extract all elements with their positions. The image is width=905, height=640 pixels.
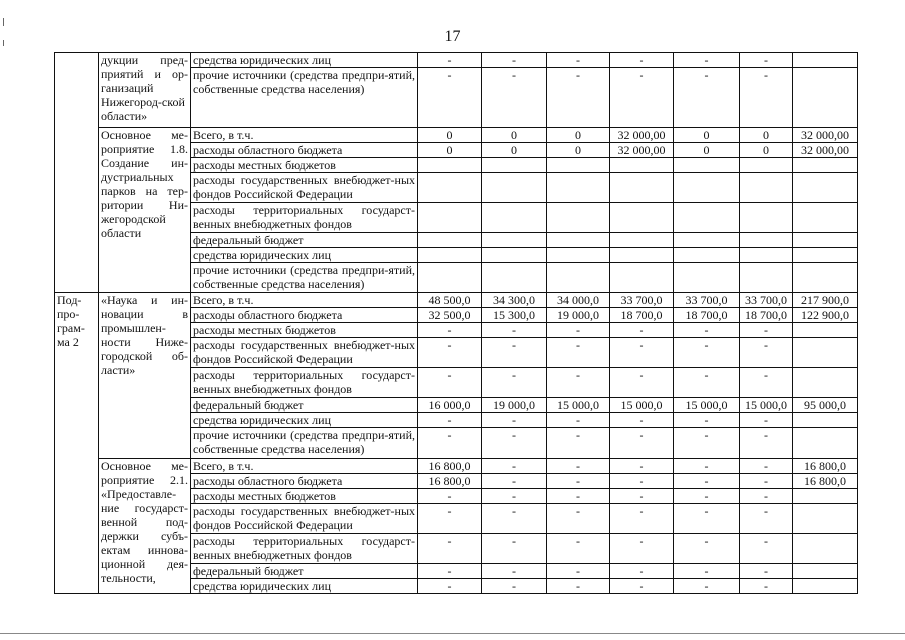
year-value-cell: - (740, 53, 793, 68)
year-value-cell: - (482, 459, 547, 474)
year-value-cell (740, 173, 793, 203)
year-value-cell (547, 158, 610, 173)
table-row (55, 293, 858, 308)
source-cell: Всего, в т.ч. (191, 293, 418, 308)
year-value-cell: - (610, 368, 674, 398)
year-value-cell: - (610, 504, 674, 534)
year-value-cell: 34 000,0 (547, 293, 610, 308)
year-value-cell: - (740, 413, 793, 428)
year-value-cell: - (674, 579, 740, 594)
total-cell: 217 900,0 (793, 293, 858, 308)
year-value-cell: - (547, 428, 610, 459)
year-value-cell: - (674, 459, 740, 474)
year-value-cell (674, 233, 740, 248)
year-value-cell (418, 158, 482, 173)
source-cell: расходы государственных внебюджет-ных фондов Российской Федерации (191, 173, 418, 203)
year-value-cell: - (547, 53, 610, 68)
year-value-cell: 16 800,0 (418, 459, 482, 474)
year-value-cell: 15 000,0 (674, 398, 740, 413)
year-value-cell: - (418, 53, 482, 68)
year-value-cell (547, 233, 610, 248)
year-value-cell: - (674, 323, 740, 338)
source-cell: расходы государственных внебюджет-ных фондов Российской Федерации (191, 338, 418, 368)
year-value-cell: 34 300,0 (482, 293, 547, 308)
year-value-cell: - (740, 579, 793, 594)
source-cell: расходы местных бюджетов (191, 158, 418, 173)
source-cell: расходы областного бюджета (191, 474, 418, 489)
year-value-cell: 32 000,00 (610, 143, 674, 158)
year-value-cell: - (482, 564, 547, 579)
year-value-cell: - (610, 428, 674, 459)
total-cell (793, 579, 858, 594)
year-value-cell: - (547, 323, 610, 338)
year-value-cell: 15 000,0 (610, 398, 674, 413)
event-cell: дукции пред-приятий и ор-ганизаций Нижегород-ской области» (99, 53, 191, 128)
year-value-cell: - (740, 459, 793, 474)
year-value-cell: 15 300,0 (482, 308, 547, 323)
year-value-cell (547, 263, 610, 293)
year-value-cell (674, 158, 740, 173)
year-value-cell: - (740, 489, 793, 504)
year-value-cell: - (610, 53, 674, 68)
year-value-cell (418, 248, 482, 263)
year-value-cell: - (674, 53, 740, 68)
year-value-cell (482, 158, 547, 173)
year-value-cell (674, 203, 740, 233)
total-cell: 122 900,0 (793, 308, 858, 323)
year-value-cell: - (674, 474, 740, 489)
year-value-cell: - (610, 68, 674, 128)
total-cell (793, 263, 858, 293)
year-value-cell (482, 173, 547, 203)
year-value-cell (418, 173, 482, 203)
event-cell: Основное ме-роприятие 1.8. Создание ин-дустриальных парков на тер-ритории Ни-жегородской области (99, 128, 191, 293)
year-value-cell (674, 263, 740, 293)
program-cell: Под-про-грам-ма 2 (55, 293, 99, 594)
year-value-cell (740, 158, 793, 173)
source-cell: средства юридических лиц (191, 53, 418, 68)
year-value-cell: - (610, 564, 674, 579)
year-value-cell (740, 233, 793, 248)
year-value-cell: 33 700,0 (674, 293, 740, 308)
year-value-cell: - (610, 489, 674, 504)
year-value-cell: - (418, 68, 482, 128)
year-value-cell (418, 233, 482, 248)
year-value-cell: - (482, 323, 547, 338)
year-value-cell: - (674, 68, 740, 128)
total-cell: 95 000,0 (793, 398, 858, 413)
year-value-cell: - (482, 579, 547, 594)
year-value-cell: - (547, 564, 610, 579)
total-cell (793, 53, 858, 68)
year-value-cell: - (547, 579, 610, 594)
total-cell (793, 233, 858, 248)
year-value-cell: - (740, 323, 793, 338)
year-value-cell (740, 263, 793, 293)
source-cell: средства юридических лиц (191, 413, 418, 428)
year-value-cell: - (740, 534, 793, 564)
year-value-cell: - (547, 413, 610, 428)
year-value-cell: - (674, 489, 740, 504)
year-value-cell: 0 (482, 143, 547, 158)
year-value-cell: - (547, 504, 610, 534)
total-cell (793, 368, 858, 398)
year-value-cell: - (547, 474, 610, 489)
year-value-cell (740, 203, 793, 233)
source-cell: расходы местных бюджетов (191, 323, 418, 338)
year-value-cell: - (547, 534, 610, 564)
year-value-cell: 33 700,0 (740, 293, 793, 308)
year-value-cell: - (482, 504, 547, 534)
year-value-cell (482, 248, 547, 263)
total-cell (793, 173, 858, 203)
source-cell: Всего, в т.ч. (191, 128, 418, 143)
total-cell (793, 564, 858, 579)
year-value-cell: - (418, 413, 482, 428)
year-value-cell: 18 700,0 (674, 308, 740, 323)
funding-table (54, 52, 858, 594)
year-value-cell (610, 158, 674, 173)
year-value-cell: - (674, 534, 740, 564)
year-value-cell: - (482, 428, 547, 459)
margin-mark (3, 18, 4, 26)
year-value-cell: 33 700,0 (610, 293, 674, 308)
program-cell (55, 53, 99, 293)
year-value-cell: - (740, 428, 793, 459)
table-row (55, 128, 858, 143)
year-value-cell (610, 203, 674, 233)
year-value-cell (482, 233, 547, 248)
source-cell: прочие источники (средства предпри-ятий, собственные средства населения) (191, 263, 418, 293)
source-cell: прочие источники (средства предпри-ятий, собственные средства населения) (191, 428, 418, 459)
source-cell: расходы областного бюджета (191, 308, 418, 323)
year-value-cell (610, 248, 674, 263)
total-cell (793, 248, 858, 263)
year-value-cell: 15 000,0 (547, 398, 610, 413)
year-value-cell (674, 173, 740, 203)
year-value-cell: 0 (740, 128, 793, 143)
year-value-cell: 16 800,0 (418, 474, 482, 489)
year-value-cell: - (740, 368, 793, 398)
year-value-cell: 18 700,0 (740, 308, 793, 323)
year-value-cell: - (740, 474, 793, 489)
year-value-cell: - (674, 428, 740, 459)
year-value-cell (547, 203, 610, 233)
year-value-cell (740, 248, 793, 263)
source-cell: расходы территориальных государст-венных внебюджетных фондов (191, 534, 418, 564)
source-cell: прочие источники (средства предпри-ятий, собственные средства населения) (191, 68, 418, 128)
total-cell (793, 534, 858, 564)
year-value-cell: - (740, 68, 793, 128)
source-cell: федеральный бюджет (191, 233, 418, 248)
source-cell: Всего, в т.ч. (191, 459, 418, 474)
year-value-cell: - (674, 368, 740, 398)
year-value-cell: - (418, 564, 482, 579)
year-value-cell: - (547, 338, 610, 368)
year-value-cell: 0 (674, 143, 740, 158)
year-value-cell (674, 248, 740, 263)
year-value-cell: - (674, 564, 740, 579)
total-cell (793, 504, 858, 534)
table-row (55, 459, 858, 474)
year-value-cell: 19 000,0 (547, 308, 610, 323)
source-cell: средства юридических лиц (191, 579, 418, 594)
margin-mark (3, 40, 4, 46)
source-cell: средства юридических лиц (191, 248, 418, 263)
year-value-cell: - (418, 368, 482, 398)
year-value-cell (418, 203, 482, 233)
event-cell: «Наука и ин-новации в промышлен-ности Ниже-городской об-ласти» (99, 293, 191, 459)
year-value-cell (418, 263, 482, 293)
year-value-cell (547, 173, 610, 203)
total-cell (793, 158, 858, 173)
year-value-cell: 0 (547, 143, 610, 158)
total-cell (793, 489, 858, 504)
year-value-cell: - (610, 459, 674, 474)
year-value-cell: 19 000,0 (482, 398, 547, 413)
total-cell (793, 413, 858, 428)
year-value-cell: 0 (482, 128, 547, 143)
total-cell: 16 800,0 (793, 459, 858, 474)
year-value-cell: - (610, 338, 674, 368)
year-value-cell: - (674, 504, 740, 534)
year-value-cell: - (610, 534, 674, 564)
year-value-cell (610, 263, 674, 293)
year-value-cell: - (482, 489, 547, 504)
total-cell: 32 000,00 (793, 143, 858, 158)
source-cell: федеральный бюджет (191, 398, 418, 413)
year-value-cell (547, 248, 610, 263)
year-value-cell: - (482, 534, 547, 564)
year-value-cell (482, 203, 547, 233)
year-value-cell: 0 (418, 128, 482, 143)
year-value-cell: 0 (418, 143, 482, 158)
year-value-cell: - (547, 489, 610, 504)
year-value-cell: - (482, 338, 547, 368)
source-cell: федеральный бюджет (191, 564, 418, 579)
year-value-cell: - (418, 504, 482, 534)
year-value-cell: - (740, 564, 793, 579)
event-cell: Основное ме-роприятие 2.1. «Предоставле-ние государст-венной под-держки субъ-ектам иннова-ционной дея-тельности, (99, 459, 191, 594)
year-value-cell: - (482, 413, 547, 428)
year-value-cell: - (482, 68, 547, 128)
year-value-cell: - (674, 413, 740, 428)
year-value-cell: - (610, 323, 674, 338)
source-cell: расходы территориальных государст-венных внебюджетных фондов (191, 368, 418, 398)
year-value-cell: - (418, 534, 482, 564)
year-value-cell: 18 700,0 (610, 308, 674, 323)
year-value-cell: - (418, 489, 482, 504)
year-value-cell: - (547, 68, 610, 128)
year-value-cell: - (674, 338, 740, 368)
year-value-cell: 15 000,0 (740, 398, 793, 413)
page-bottom-edge (0, 633, 905, 634)
year-value-cell: 0 (740, 143, 793, 158)
year-value-cell: - (740, 338, 793, 368)
year-value-cell: - (482, 53, 547, 68)
source-cell: расходы местных бюджетов (191, 489, 418, 504)
year-value-cell: 48 500,0 (418, 293, 482, 308)
year-value-cell: - (418, 323, 482, 338)
year-value-cell: 0 (674, 128, 740, 143)
year-value-cell: - (610, 579, 674, 594)
year-value-cell: - (547, 459, 610, 474)
year-value-cell (610, 173, 674, 203)
total-cell (793, 428, 858, 459)
year-value-cell: - (482, 474, 547, 489)
source-cell: расходы государственных внебюджет-ных фондов Российской Федерации (191, 504, 418, 534)
year-value-cell: 32 000,00 (610, 128, 674, 143)
total-cell (793, 203, 858, 233)
year-value-cell: 32 500,0 (418, 308, 482, 323)
year-value-cell: - (610, 474, 674, 489)
source-cell: расходы территориальных государст-венных внебюджетных фондов (191, 203, 418, 233)
year-value-cell (610, 233, 674, 248)
year-value-cell: - (740, 504, 793, 534)
year-value-cell (482, 263, 547, 293)
year-value-cell: - (418, 338, 482, 368)
table-row (55, 53, 858, 68)
total-cell: 16 800,0 (793, 474, 858, 489)
total-cell (793, 323, 858, 338)
total-cell (793, 338, 858, 368)
total-cell (793, 68, 858, 128)
page-number: 17 (444, 28, 461, 45)
year-value-cell: 16 000,0 (418, 398, 482, 413)
year-value-cell: 0 (547, 128, 610, 143)
year-value-cell: - (610, 413, 674, 428)
total-cell: 32 000,00 (793, 128, 858, 143)
year-value-cell: - (418, 579, 482, 594)
year-value-cell: - (482, 368, 547, 398)
year-value-cell: - (547, 368, 610, 398)
source-cell: расходы областного бюджета (191, 143, 418, 158)
year-value-cell: - (418, 428, 482, 459)
